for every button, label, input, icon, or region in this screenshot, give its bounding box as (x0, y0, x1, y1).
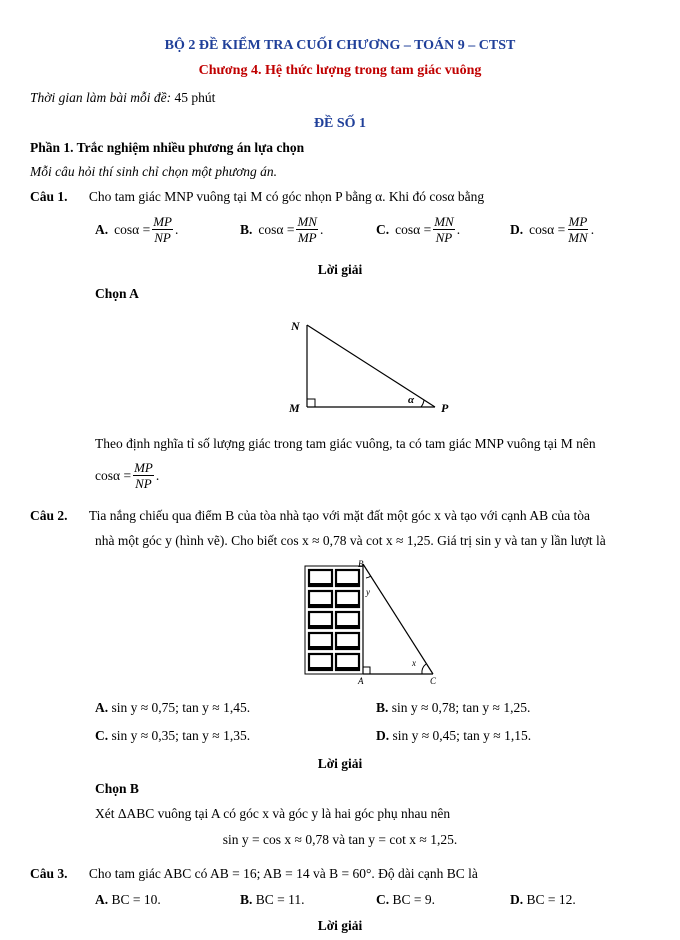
q3-option-c[interactable] (376, 892, 435, 908)
window-sill (336, 625, 359, 629)
segment-bc (363, 564, 433, 674)
numerator: MP (134, 460, 153, 475)
question-1 (30, 189, 484, 205)
q2-answer: Chọn B (95, 781, 139, 796)
fraction (567, 214, 589, 245)
option-label: D. (510, 221, 524, 237)
q2-solution-title: Lời giải (317, 756, 363, 771)
q1-option-d[interactable] (510, 214, 594, 245)
time-value: 45 phút (174, 90, 216, 105)
window-sill (336, 604, 359, 608)
option-text: BC = 9. (392, 892, 435, 907)
vertex-n: N (291, 319, 300, 333)
question-label: Câu 2. (30, 508, 68, 523)
option-end: . (174, 221, 179, 237)
option-lhs: cosα = (529, 221, 566, 237)
option-label: B. (240, 221, 253, 237)
q3-option-d[interactable] (510, 892, 576, 908)
q1-option-a[interactable] (95, 214, 178, 245)
option-label: B. (376, 700, 389, 715)
q3-solution-title: Lời giải (317, 918, 363, 933)
section-instruction: Mỗi câu hỏi thí sinh chỉ chọn một phương án. (30, 164, 278, 179)
question-3 (30, 866, 478, 882)
option-label: C. (95, 728, 109, 743)
option-text: sin y ≈ 0,45; tan y ≈ 1,15. (392, 728, 532, 743)
option-label: A. (95, 892, 109, 907)
q1-option-b[interactable] (240, 214, 323, 245)
fraction (152, 214, 173, 245)
option-end: . (319, 221, 324, 237)
option-label: D. (510, 892, 524, 907)
q2-result: sin y = cos x ≈ 0,78 và tan y = cot x ≈ 1,25. (222, 832, 458, 847)
label-a: A (358, 676, 364, 686)
q1-answer: Chọn A (95, 286, 139, 301)
q1-explanation: Theo định nghĩa tỉ số lượng giác trong tam giác vuông, ta có tam giác MNP vuông tại M nên (95, 436, 596, 451)
denominator: NP (435, 230, 453, 245)
question-label: Câu 1. (30, 189, 68, 204)
label-y: y (366, 587, 370, 597)
option-label: C. (376, 221, 390, 237)
option-end: . (590, 221, 595, 237)
option-label: C. (376, 892, 390, 907)
option-text: BC = 10. (111, 892, 161, 907)
option-lhs: cosα = (395, 221, 432, 237)
window-sill (309, 646, 332, 650)
question-text: Cho tam giác ABC có AB = 16; AB = 14 và B = 60°. Độ dài cạnh BC là (88, 866, 478, 881)
time-label: Thời gian làm bài mỗi đề: (30, 90, 172, 105)
question-label: Câu 3. (30, 866, 68, 881)
section-title: Phần 1. Trắc nghiệm nhiều phương án lựa chọn (30, 140, 305, 155)
option-lhs: cosα = (258, 221, 295, 237)
window-sill (309, 583, 332, 587)
numerator: MN (297, 214, 317, 229)
q2-building-figure (300, 558, 450, 688)
option-label: A. (95, 221, 109, 237)
window-sill (309, 625, 332, 629)
option-label: B. (240, 892, 253, 907)
fraction (296, 214, 318, 245)
exam-title: ĐỀ SỐ 1 (313, 116, 367, 131)
label-x: x (412, 658, 416, 668)
option-text: sin y ≈ 0,75; tan y ≈ 1,45. (111, 700, 251, 715)
option-label: D. (376, 728, 390, 743)
question-text-line2: nhà một góc y (hình vẽ). Cho biết cos x ≈ 0,78 và cot x ≈ 1,25. Giá trị sin y và tan y lần lượt là (95, 533, 606, 548)
angle-alpha: α (408, 394, 415, 406)
fraction (133, 460, 154, 491)
q2-option-a[interactable] (95, 700, 250, 716)
option-text: BC = 11. (255, 892, 305, 907)
right-angle-mark (363, 667, 370, 674)
time-line (30, 90, 215, 106)
option-text: BC = 12. (526, 892, 576, 907)
numerator: MP (153, 214, 172, 229)
q2-explanation: Xét ΔABC vuông tại A có góc x và góc y là hai góc phụ nhau nên (95, 806, 451, 821)
denominator: NP (135, 476, 152, 491)
window-sill (309, 604, 332, 608)
option-lhs: cosα = (114, 221, 151, 237)
q3-option-a[interactable] (95, 892, 161, 908)
vertex-m: M (289, 401, 300, 415)
angle-y-arc (366, 576, 371, 578)
vertex-p: P (441, 401, 449, 415)
numerator: MP (568, 214, 588, 229)
window-sill (336, 667, 359, 671)
label-b: B (358, 559, 364, 569)
denominator: MP (297, 230, 317, 245)
result-lhs: cosα = (95, 467, 132, 483)
option-label: A. (95, 700, 109, 715)
q3-option-b[interactable] (240, 892, 305, 908)
angle-arc (421, 400, 424, 407)
option-text: sin y ≈ 0,35; tan y ≈ 1,35. (111, 728, 251, 743)
denominator: NP (154, 230, 171, 245)
q1-result (95, 460, 159, 491)
angle-x-arc (422, 664, 426, 674)
right-angle-mark (307, 399, 315, 407)
chapter-title: Chương 4. Hệ thức lượng trong tam giác vuông (198, 63, 482, 78)
numerator: MN (434, 214, 454, 229)
q1-solution-title: Lời giải (317, 262, 363, 277)
q1-triangle-figure (285, 315, 460, 420)
label-c: C (430, 676, 437, 686)
fraction (433, 214, 455, 245)
question-text: Cho tam giác MNP vuông tại M có góc nhọn P bằng α. Khi đó cosα bằng (88, 189, 485, 204)
denominator: MN (568, 230, 588, 245)
result-end: . (155, 467, 160, 483)
side-np (307, 325, 435, 407)
document-title: BỘ 2 ĐỀ KIỂM TRA CUỐI CHƯƠNG – TOÁN 9 – CTST (164, 38, 516, 53)
q1-option-c[interactable] (376, 214, 460, 245)
option-text: sin y ≈ 0,78; tan y ≈ 1,25. (391, 700, 531, 715)
window-sill (336, 583, 359, 587)
question-text-line1: Tia nắng chiếu qua điểm B của tòa nhà tạo với mặt đất một góc x và tạo với cạnh AB của tòa (88, 508, 591, 523)
question-2 (30, 508, 590, 524)
option-end: . (456, 221, 461, 237)
q2-option-b[interactable] (376, 700, 530, 716)
q2-option-c[interactable] (95, 728, 250, 744)
window-sill (309, 667, 332, 671)
q2-option-d[interactable] (376, 728, 531, 744)
window-sill (336, 646, 359, 650)
